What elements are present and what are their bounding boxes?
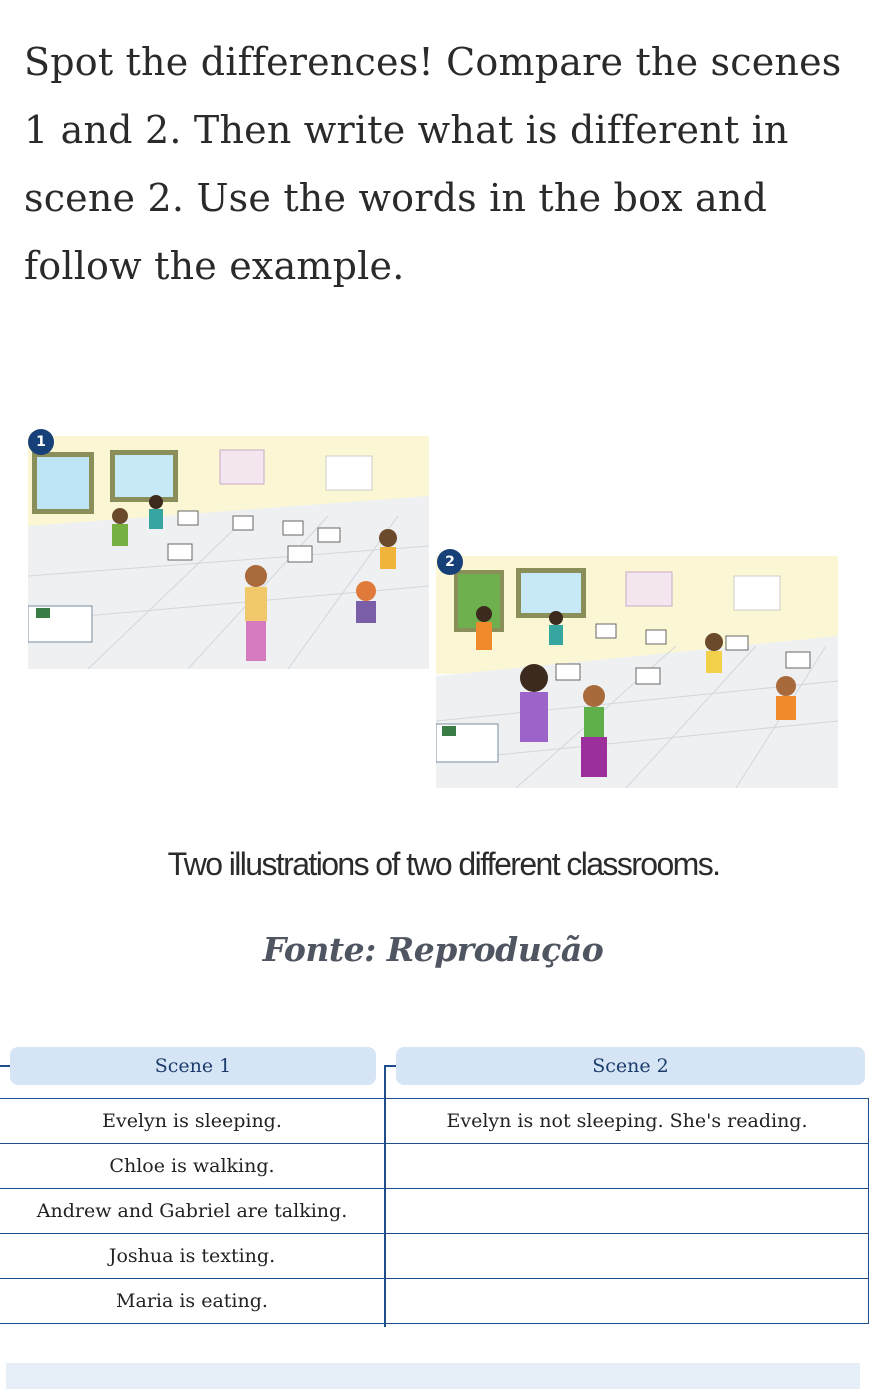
scene-1-cell: Maria is eating. bbox=[0, 1279, 385, 1324]
figure-caption: Two illustrations of two different classrooms. bbox=[167, 846, 720, 882]
scene-2-badge: 2 bbox=[437, 549, 463, 575]
scene-2-illustration bbox=[436, 556, 838, 788]
instructions-text: Spot the differences! Compare the scenes 1 and 2. Then write what is different in scene 2. Use the words in the box and follow the example. bbox=[24, 40, 842, 288]
scene-1-badge: 1 bbox=[28, 429, 54, 455]
table-row bbox=[0, 1144, 869, 1189]
scene-2-cell[interactable]: Evelyn is not sleeping. She's reading. bbox=[385, 1099, 869, 1144]
differences-table bbox=[0, 1098, 869, 1324]
scene-1-illustration bbox=[28, 436, 429, 669]
scene-2-cell[interactable] bbox=[385, 1189, 869, 1234]
figure-source: Fonte: Reprodução bbox=[262, 930, 604, 969]
scene-2-drawing bbox=[436, 556, 838, 788]
scene-1-cell: Chloe is walking. bbox=[0, 1144, 385, 1189]
scene-2-cell[interactable] bbox=[385, 1144, 869, 1189]
bottom-bar bbox=[6, 1363, 860, 1389]
scene-1-cell: Andrew and Gabriel are talking. bbox=[0, 1189, 385, 1234]
scene-2-column-header: Scene 2 bbox=[396, 1047, 865, 1085]
table-row bbox=[0, 1279, 869, 1324]
scene-1-cell: Evelyn is sleeping. bbox=[0, 1099, 385, 1144]
table-row bbox=[0, 1189, 869, 1234]
scene-1-column-header: Scene 1 bbox=[10, 1047, 376, 1085]
scene-1-cell: Joshua is texting. bbox=[0, 1234, 385, 1279]
scene-1-drawing bbox=[28, 436, 429, 669]
scene-2-cell[interactable] bbox=[385, 1279, 869, 1324]
table-row bbox=[0, 1234, 869, 1279]
table-row bbox=[0, 1099, 869, 1144]
scene-2-cell[interactable] bbox=[385, 1234, 869, 1279]
